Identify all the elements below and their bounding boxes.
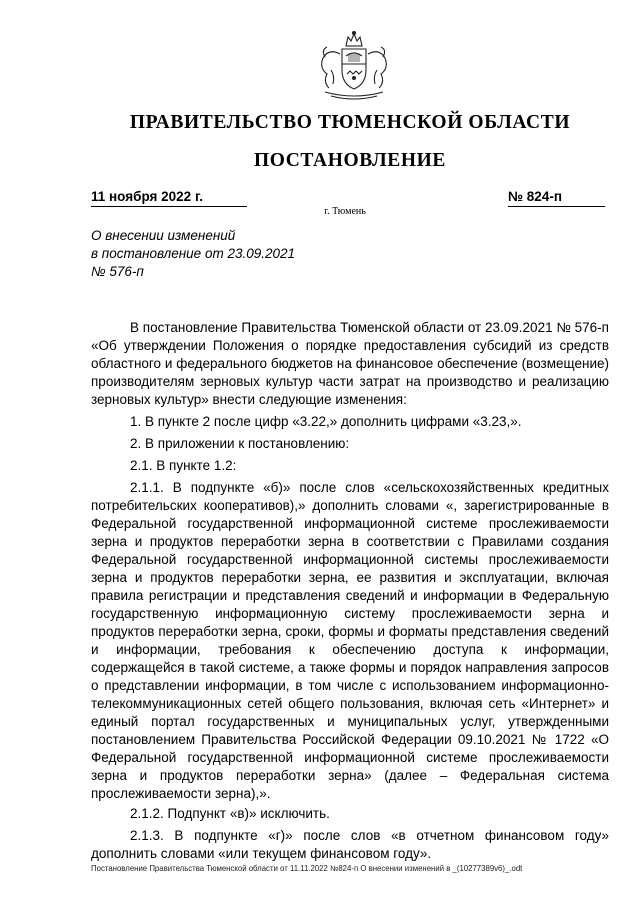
- subject-line: О внесении изменений: [91, 228, 236, 243]
- paragraph-item-2: 2. В приложении к постановлению:: [130, 436, 350, 451]
- tyumen-coat-of-arms-icon: [311, 30, 397, 100]
- coat-of-arms-emblem: [311, 30, 397, 100]
- organization-title: ПРАВИТЕЛЬСТВО ТЮМЕНСКОЙ ОБЛАСТИ: [129, 112, 571, 133]
- document-body: [91, 319, 609, 867]
- document-city: г. Тюмень: [324, 206, 366, 217]
- subject-line: № 576-п: [91, 264, 144, 279]
- paragraph-item-2-1-2: 2.1.2. Подпункт «в)» исключить.: [130, 806, 330, 821]
- document-subject: [91, 227, 295, 281]
- paragraph-item-1: 1. В пункте 2 после цифр «3.22,» дополнить цифрами «3.23,».: [130, 414, 522, 429]
- document-date: 11 ноября 2022 г.: [91, 189, 247, 207]
- document-footer: Постановление Правительства Тюменской области от 11.11.2022 №824-п О внесении изменений в _(10277389v6)_.odt: [91, 864, 523, 873]
- intro-paragraph: В постановление Правительства Тюменской области от 23.09.2021 № 576-п «Об утверждении Положения о порядке предоставления субсидий из средств областного и федерального бюджетов на финансовое обеспечение (возмещение) производителям зерновых культур части затрат на производство и реализацию зерновых культур» внести следующие изменения:: [91, 320, 609, 407]
- document-number: № 824-п: [508, 189, 605, 207]
- paragraph-item-2-1-1: 2.1.1. В подпункте «б)» после слов «сельскохозяйственных кредитных потребительских кооперативов),» дополнить словами «, зарегистрированные в Федеральной государственной информационной системе прослеживаемости зерна и продуктов переработки зерна в соответствии с Правилами создания Федеральной государственной информационной системы прослеживаемости зерна и продуктов переработки зерна, ее развития и эксплуатации, включая правила регистрации и представления сведений и информации в Федеральную государственную информационную систему прослеживаемости зерна и продуктов переработки зерна, сроки, формы и форматы представления сведений и информации, требования к обеспечению доступа к информации, содержащейся в такой системе, а также формы и порядок направления запросов о представлении информации, в том числе с использованием информационно-телекоммуникационных сетей общего пользования, включая сеть «Интернет» и единый портал государственных и муниципальных услуг, утвержденными постановлением Правительства Российской Федерации 09.10.2021 № 1722 «О Федеральной государственной информационной системе прослеживаемости зерна и продуктов переработки зерна» (далее – Федеральная система прослеживаемости зерна),».: [91, 480, 609, 801]
- subject-line: в постановление от 23.09.2021: [91, 246, 296, 261]
- paragraph-item-2-1-3: 2.1.3. В подпункте «г)» после слов «в отчетном финансовом году» дополнить словами «или текущем финансовом году».: [91, 828, 609, 861]
- document-type: ПОСТАНОВЛЕНИЕ: [253, 150, 447, 171]
- paragraph-item-2-1: 2.1. В пункте 1.2:: [130, 458, 237, 473]
